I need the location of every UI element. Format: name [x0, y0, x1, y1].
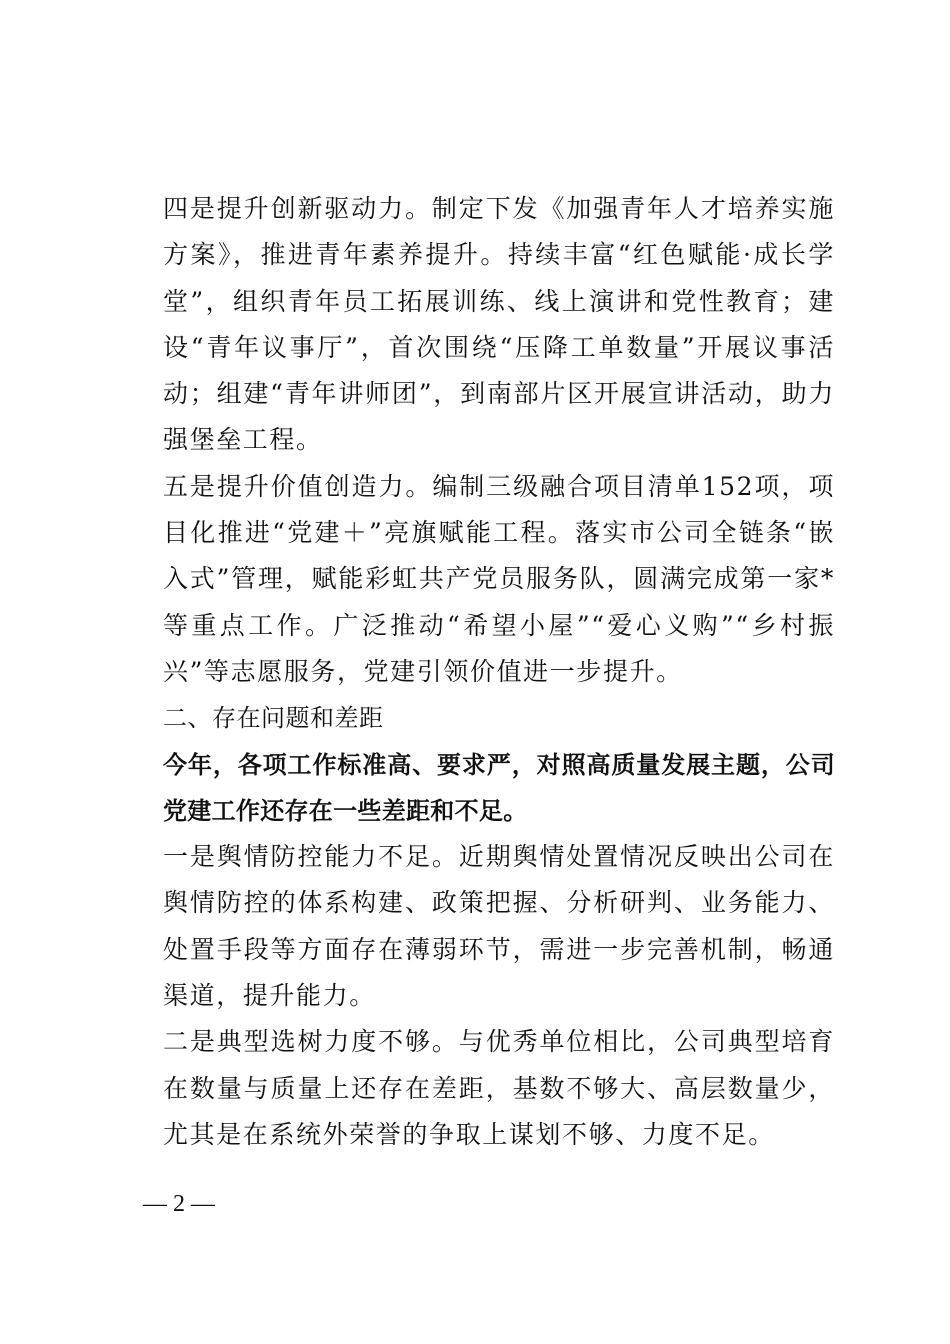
paragraph-issue-1: 一是舆情防控能力不足。近期舆情处置情况反映出公司在舆情防控的体系构建、政策把握、分析研判、业务能力、处置手段等方面存在薄弱环节，需进一步完善机制，畅通渠道，提升能力。 [163, 842, 835, 1011]
section-intro: 今年，各项工作标准高、要求严，对照高质量发展主题，公司党建工作还存在一些差距和不足。 [163, 750, 835, 825]
section-heading: 二、存在问题和差距 [163, 704, 384, 733]
page-number: — 2 — [143, 1191, 215, 1217]
paragraph-issue-2: 二是典型选树力度不够。与优秀单位相比，公司典型培育在数量与质量上还存在差距，基数不够大、高层数量少，尤其是在系统外荣誉的争取上谋划不够、力度不足。 [163, 1027, 835, 1149]
document-body [163, 186, 835, 1158]
paragraph-value-creation: 五是提升价值创造力。编制三级融合项目清单152项，项目化推进“党建＋”亮旗赋能工程。落实市公司全链条“嵌入式”管理，赋能彩虹共产党员服务队，圆满完成第一家*等重点工作。广泛推动“希望小屋”“爱心义购”“乡村振兴”等志愿服务，党建引领价值进一步提升。 [163, 471, 835, 686]
paragraph-innovation: 四是提升创新驱动力。制定下发《加强青年人才培养实施方案》，推进青年素养提升。持续丰富“红色赋能·成长学堂”，组织青年员工拓展训练、线上演讲和党性教育；建设“青年议事厅”，首次围绕“压降工单数量”开展议事活动；组建“青年讲师团”，到南部片区开展宣讲活动，助力强堡垒工程。 [163, 194, 835, 455]
